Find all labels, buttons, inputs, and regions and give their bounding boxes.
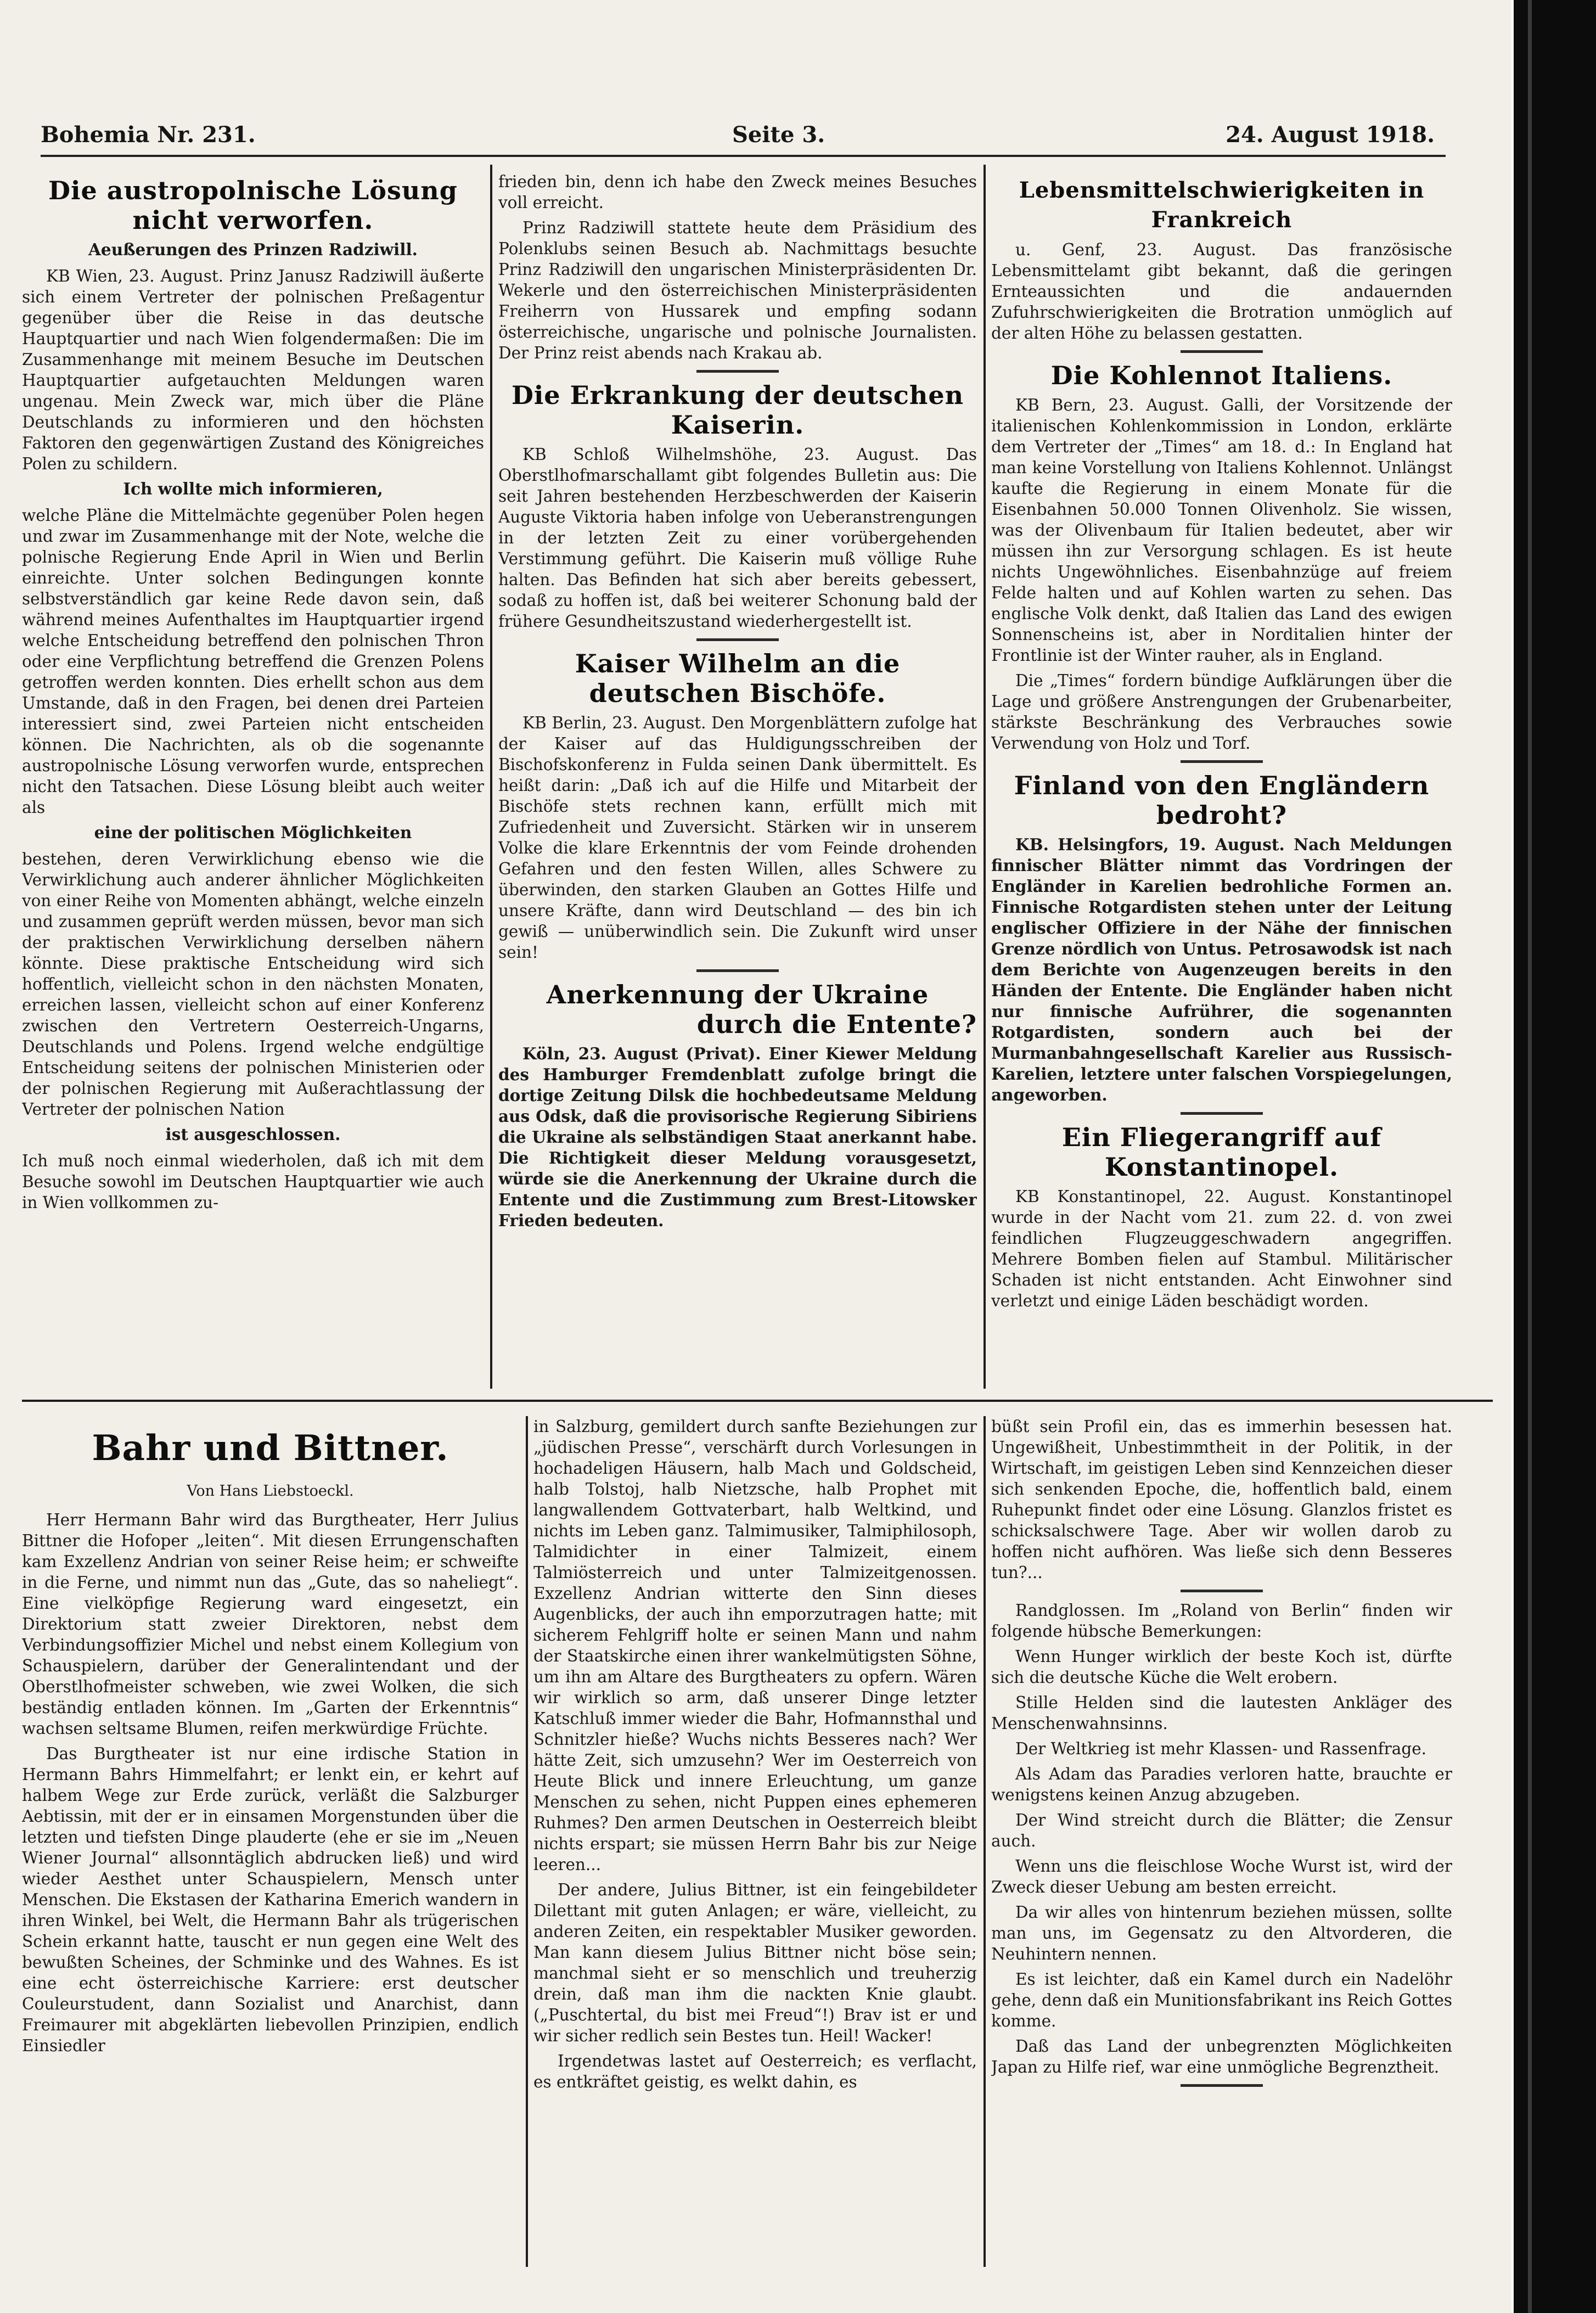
paragraph: Die „Times“ fordern bündige Aufklärungen über die Lage und größere Anstrengungen der Grubenarbeiter, stärkste Beschränkung des Verbrauches sowie Verwendung von Holz und Torf.	[991, 671, 1452, 753]
intermediate-heading: eine der politischen Möglichkeiten	[94, 823, 412, 842]
page-number: Seite 3.	[732, 122, 825, 148]
separator-rule	[696, 370, 779, 373]
paragraph: Irgendetwas lastet auf Oesterreich; es verflacht, es entkräftet geistig, es welkt dahin, es	[533, 2052, 977, 2091]
article-title-italy: Die Kohlennot Italiens.	[1050, 361, 1393, 390]
separator-rule	[1181, 1112, 1263, 1115]
paragraph: büßt sein Profil ein, das es immerhin besessen hat. Ungewißheit, Unbestimmtheit in der Politik, in der Wirtschaft, im geistigen Leben sind Kennzeichen dieser sich senkenden Epoche, die, hoffentlich bald, einem Ruhepunkt findet oder eine Lösung. Glanzlos fristet es schicksalschwere Tage. Aber wir wollen darob zu hoffen nicht aufhören. Was ließe sich denn Besseres tun?...	[991, 1417, 1452, 1582]
article-title-austropolish: Die austropolnische Lösung nicht verworfen.	[48, 176, 458, 235]
issue-number: Bohemia Nr. 231.	[41, 122, 256, 148]
header-rule	[41, 155, 1446, 157]
column-rule-1	[490, 165, 492, 1389]
feuilleton-byline: Von Hans Liebstoeckl.	[187, 1483, 354, 1500]
paragraph: Randglossen. Im „Roland von Berlin“ finden wir folgende hübsche Bemerkungen:	[991, 1601, 1452, 1641]
paragraph: frieden bin, denn ich habe den Zweck meines Besuches voll erreicht.	[498, 172, 977, 212]
separator-rule	[696, 969, 779, 972]
feuilleton-column-3	[991, 1416, 1452, 2272]
feuilleton-title: Bahr und Bittner.	[92, 1428, 449, 1469]
paragraph: KB. Helsingfors, 19. August. Nach Meldungen finnischer Blätter nimmt das Vordringen der Engländer in Karelien bedrohliche Formen an. Finnische Rotgardisten stehen unter der Leitung englischer Offiziere in der Nähe der finnischen Grenze nördlich von Untus. Petrosawodsk ist nach dem Berichte von Augenzeugen bereits in den Händen der Entente. Die Engländer haben nicht nur finnische Aufrührer, die sogenannten Rotgardisten, sondern auch bei der Murmanbahngesellschaft Karelier aus Russisch-Karelien, letztere unter falschen Vorspiegelungen, angeworben.	[991, 835, 1452, 1104]
aphorism: Da wir alles von hintenrum beziehen müssen, sollte man uns, im Gegensatz zu den Altvorderen, die Neuhintern nennen.	[991, 1903, 1452, 1963]
column-1-top	[22, 171, 484, 1393]
paragraph: KB Bern, 23. August. Galli, der Vorsitzende der italienischen Kohlenkommission in London, erklärte dem Vertreter der „Times“ am 18. d.: In England hat man keine Vorstellung von Italiens Kohlennot. Unlängst kaufte die Regierung in einem Monate für die Eisenbahnen 50.000 Tonnen Olivenholz. Sie wissen, was der Olivenbaum für Italien bedeutet, aber wir müssen ihn zur Versorgung schlagen. Es ist heute nichts Ungewöhnliches. Eisenbahnzüge auf freiem Felde halten und auf Kohlen warten zu sehen. Das englische Volk denkt, daß Italien das Land des ewigen Sonnenscheins ist, aber in Norditalien hinter der Frontlinie ist der Winter rauher, als in England.	[991, 396, 1452, 665]
paragraph: KB Konstantinopel, 22. August. Konstantinopel wurde in der Nacht vom 21. zum 22. d. von zwei feindlichen Flugzeuggeschwadern angegriffen. Mehrere Bomben fielen auf Stambul. Militärischer Schaden ist nicht entstanden. Acht Einwohner sind verletzt und einige Läden beschädigt worden.	[991, 1187, 1452, 1310]
article-title-constantinople: Ein Fliegerangriff auf Konstantinopel.	[1061, 1122, 1382, 1182]
aphorism: Daß das Land der unbegrenzten Möglichkeiten Japan zu Hilfe rief, war eine unmögliche Begrenztheit.	[991, 2037, 1452, 2076]
aphorism: Stille Helden sind die lautesten Ankläger des Menschenwahnsinns.	[991, 1693, 1452, 1733]
paragraph: Köln, 23. August (Privat). Einer Kiewer Meldung des Hamburger Fremdenblatt zufolge bringt die dortige Zeitung Dilsk die hochbedeutsame Meldung aus Odsk, daß die provisorische Regierung Sibiriens die Ukraine als selbständigen Staat anerkannt habe. Die Richtigkeit dieser Meldung vorausgesetzt, würde sie die Anerkennung der Ukraine durch die Entente und die Zustimmung zum Brest-Litowsker Frieden bedeuten.	[498, 1044, 977, 1230]
feuilleton-column-1	[22, 1416, 519, 2272]
paragraph: KB Schloß Wilhelmshöhe, 23. August. Das Oberstlhofmarschallamt gibt folgendes Bulletin aus: Die seit Jahren bestehenden Herzbeschwerden der Kaiserin Auguste Viktoria haben infolge von Ueberanstrengungen in der letzten Zeit zu einer vorübergehenden Verstimmung geführt. Die Kaiserin muß völlige Ruhe halten. Das Befinden hat sich aber bereits gebessert, sodaß zu hoffen ist, daß bei weiterer Schonung bald der frühere Gesundheitszustand wiederhergestellt ist.	[498, 445, 977, 631]
separator-rule	[1181, 1590, 1263, 1592]
paragraph: Prinz Radziwill stattete heute dem Präsidium des Polenklubs seinen Besuch ab. Nachmittags besuchte Prinz Radziwill den ungarischen Ministerpräsidenten Dr. Wekerle und den österreichischen Ministerpräsidenten Freiherrn von Hussarek und empfing sodann österreichische, ungarische und polnische Journalisten. Der Prinz reist abends nach Krakau ab.	[498, 218, 977, 362]
column-3-top	[991, 171, 1452, 1393]
column-rule-3	[526, 1416, 528, 2267]
paragraph: welche Pläne die Mittelmächte gegenüber Polen hegen und zwar im Zusammenhange mit der Note, welche die polnische Regierung Ende April in Wien und Berlin einreichte. Unter solchen Bedingungen konnte selbstverständlich gar keine Rede davon sein, daß während meines Aufenthaltes im Hauptquartier irgend welche Entscheidung betreffend den polnischen Thron oder eine Verpflichtung betreffend die Grenzen Polens getroffen werden konnten. Dies erhellt schon aus dem Umstande, daß in den Fragen, bei denen drei Parteien interessiert sind, zwei Parteien nicht entscheiden können. Die Nachrichten, als ob die sogenannte austropolnische Lösung verworfen wurde, entsprechen nicht den Tatsachen. Diese Lösung bleibt auch weiter als	[22, 506, 484, 817]
paragraph: KB Berlin, 23. August. Den Morgenblättern zufolge hat der Kaiser auf das Huldigungsschreiben der Bischofskonferenz in Fulda seinen Dank übermittelt. Es heißt darin: „Daß ich auf die Hilfe und Mitarbeit der Bischöfe stets rechnen kann, erfüllt mich mit Zufriedenheit und Zuversicht. Stärken wir in unserem Volke die klare Erkenntnis der vom Feinde drohenden Gefahren und den festen Willen, alles Schwere zu überwinden, den starken Glauben an Gottes Hilfe und unsere Kräfte, dann wird Deutschland — des bin ich gewiß — unüberwindlich sein. Die Zukunft wird unser sein!	[498, 714, 977, 962]
aphorism: Der Weltkrieg ist mehr Klassen- und Rassenfrage.	[1015, 1739, 1427, 1758]
aphorism: Wenn uns die fleischlose Woche Wurst ist, wird der Zweck dieser Uebung am besten erreicht.	[991, 1857, 1452, 1896]
feuilleton-column-2	[533, 1416, 977, 2272]
scan-border-edge	[1528, 0, 1532, 2313]
article-subtitle-radziwill: Aeußerungen des Prinzen Radziwill.	[88, 240, 418, 259]
aphorism: Als Adam das Paradies verloren hatte, brauchte er wenigstens keinen Anzug abzugeben.	[991, 1765, 1452, 1804]
paragraph: bestehen, deren Verwirklichung ebenso wie die Verwirklichung auch anderer ähnlicher Möglichkeiten von einer Reihe von Momenten abhängt, welche einzeln und zusammen geprüft werden müssen, bevor man sich der praktischen Verwirklichung derselben nähern könnte. Diese praktische Entscheidung wird sich hoffentlich, vielleicht schon in den nächsten Monaten, erreichen lassen, vielleicht schon auf einer Konferenz zwischen den Vertretern Oesterreich-Ungarns, Deutschlands und Polens. Irgend welche endgültige Entscheidung seitens der polnischen Ministerien oder der polnischen Regierung mit Außerachtlassung der Vertreter der polnischen Nation	[22, 850, 484, 1119]
separator-rule	[1181, 350, 1263, 353]
paragraph: Der andere, Julius Bittner, ist ein feingebildeter Dilettant mit guten Anlagen; er wäre, vielleicht, zu anderen Zeiten, ein respektabler Musiker geworden. Man kann diesem Julius Bittner nicht böse sein; manchmal sieht er so menschlich und treuherzig drein, daß man ihm die nackten Knie glaubt. („Puschtertal, du bist mei Freud“!) Brav ist er und wir sicher redlich sein Bestes tun. Heil! Wacker!	[533, 1880, 977, 2045]
paragraph: Das Burgtheater ist nur eine irdische Station in Hermann Bahrs Himmelfahrt; er lenkt ein, er kehrt auf halbem Wege zur Erde zurück, verläßt die Salzburger Aebtissin, mit der er in einsamen Morgenstunden über die letzten und tiefsten Dinge plauderte (ehe er sie im „Neuen Wiener Journal“ allsonntäglich abdrucken ließ) und wird wieder Aesthet unter Schauspielern, Mensch unter Menschen. Die Ekstasen der Katharina Emerich wandern in ihren Winkel, bei Welt, die Hermann Bahr als trügerischen Schein erkannt hatte, tauscht er nun gegen eine Welt des bewußten Scheines, der Schminke und des Wahnes. Es ist eine echt österreichische Karriere: erst deutscher Couleurstudent, dann Sozialist und Anarchist, dann Freimaurer mit abgeklärten liebevollen Prinzipien, endlich Einsiedler	[22, 1744, 519, 2055]
intermediate-heading: Ich wollte mich informieren,	[123, 479, 383, 498]
article-title-france: Lebensmittelschwierigkeiten in Frankreich	[1019, 177, 1425, 233]
column-rule-4	[984, 1416, 986, 2267]
paragraph: Ich muß noch einmal wiederholen, daß ich mit dem Besuche sowohl im Deutschen Hauptquartier wie auch in Wien vollkommen zu-	[22, 1152, 484, 1212]
separator-rule	[1181, 760, 1263, 763]
paragraph: Herr Hermann Bahr wird das Burgtheater, Herr Julius Bittner die Hofoper „leiten“. Mit diesen Errungenschaften kam Exzellenz Andrian von seiner Reise heim; er schweifte in die Ferne, und nimmt nun das „Gute, das so naheliegt“. Eine vielköpfige Regierung ward eingesetzt, ein Direktorium statt zweier Direktoren, nebst dem Verbindungsoffizier Michel und nebst einem Kollegium von Schauspielern, darüber der Generalintendant und der Oberstlhofmeister schweben, wie zwei Wolken, die sich beständig entladen können. Im „Garten der Erkenntnis“ wachsen seltsame Blumen, reifen merkwürdige Früchte.	[22, 1511, 519, 1738]
paragraph: KB Wien, 23. August. Prinz Janusz Radziwill äußerte sich einem Vertreter der polnischen Preßagentur gegenüber über die Reise in das deutsche Hauptquartier und nach Wien folgendermaßen: Die im Zusammenhange mit meinem Besuche im Deutschen Hauptquartier aufgetauchten Meldungen waren ungenau. Mein Zweck war, mich über die Pläne Deutschlands zu informieren und den höchsten Faktoren den gegenwärtigen Zustand des Königreiches Polen zu schildern.	[22, 267, 484, 473]
scan-border	[1514, 0, 1596, 2313]
article-title-finland: Finland von den Engländern bedroht?	[1014, 771, 1430, 830]
paragraph: u. Genf, 23. August. Das französische Lebensmittelamt gibt bekannt, daß die geringen Ernteaussichten und die andauernden Zufuhrschwierigkeiten die Brotration unmöglich auf der alten Höhe zu belassen gestatten.	[991, 240, 1452, 343]
aphorism: Der Wind streicht durch die Blätter; die Zensur auch.	[991, 1811, 1452, 1850]
separator-rule	[696, 638, 779, 641]
feuilleton-rule	[22, 1400, 1493, 1402]
page-header	[41, 122, 1435, 158]
article-title-ukraine: Anerkennung der Ukraine	[546, 980, 929, 1009]
article-title-empress: Die Erkrankung der deutschen Kaiserin.	[511, 380, 964, 440]
article-title-bishops: Kaiser Wilhelm an die deutschen Bischöfe.	[575, 649, 901, 708]
aphorism: Es ist leichter, daß ein Kamel durch ein Nadelöhr gehe, denn daß ein Munitionsfabrikant ins Reich Gottes komme.	[991, 1970, 1452, 2030]
intermediate-heading: ist ausgeschlossen.	[165, 1125, 341, 1144]
column-rule-2	[984, 165, 986, 1389]
issue-date: 24. August 1918.	[1226, 122, 1435, 148]
column-2-top	[498, 171, 977, 1393]
article-title-ukraine-line2: durch die Entente?	[696, 1009, 977, 1039]
aphorism: Wenn Hunger wirklich der beste Koch ist, dürfte sich die deutsche Küche die Welt erobern.	[991, 1647, 1452, 1687]
separator-rule	[1181, 2084, 1263, 2087]
paragraph: in Salzburg, gemildert durch sanfte Beziehungen zur „jüdischen Presse“, verschärft durch Vorlesungen in hochadeligen Häusern, halb Mach und Goldscheid, halb Tolstoj, halb Nietzsche, halb Prophet mit langwallendem Gottvaterbart, halb Weltkind, und nichts im Leben ganz. Talmimusiker, Talmiphilosoph, Talmidichter in einer Talmizeit, einem Talmiösterreich und unter Talmizeitgenossen. Exzellenz Andrian witterte den Sinn dieses Augenblicks, der auch ihn emporzutragen hatte; mit sicherem Fehlgriff holte er seinen Mann und nahm der Staatskirche einen ihrer wankelmütigsten Söhne, um ihn am Altare des Burgtheaters zu opfern. Wären wir wirklich so arm, daß unserer Dinge letzter Katschluß immer wieder die Bahr, Hofmannsthal und Schnitzler hieße? Wuchs nichts Besseres nach? Wer hätte Zeit, sich umzusehn? Wer im Oesterreich von Heute Blick und innere Erleuchtung, um ganze Menschen zu sehen, nicht Puppen eines ephemeren Ruhmes? Den armen Deutschen in Oesterreich bleibt nichts erspart; sie müssen Herrn Bahr bis zur Neige leeren...	[533, 1417, 977, 1874]
